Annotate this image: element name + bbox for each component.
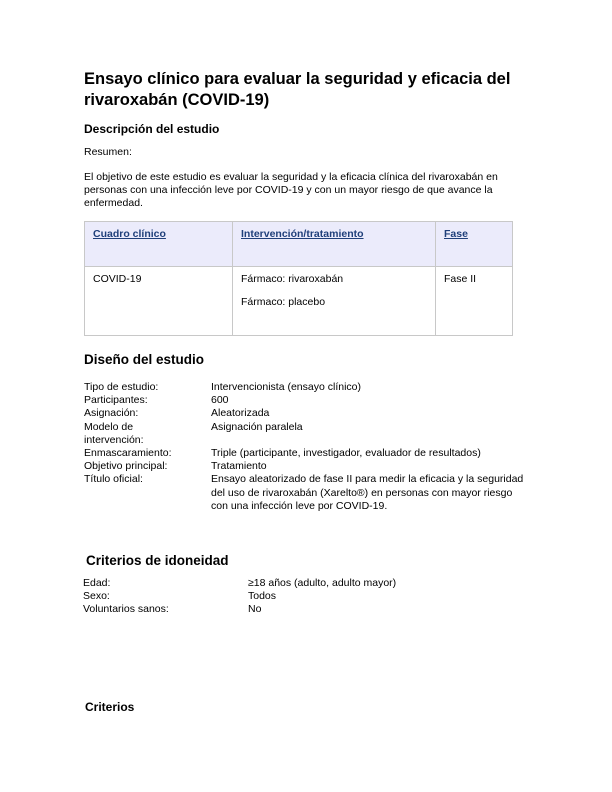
design-row: Objetivo principal: Tratamiento [84, 460, 267, 473]
eligibility-row: Edad: ≥18 años (adulto, adulto mayor) [83, 577, 397, 589]
design-row: Título oficial: Ensayo aleatorizado de fase II para medir la eficacia y la seguridad del uso de rivaroxabán (Xarelto®) en personas con mayor riesgo con una infección leve por COVID-19. [84, 473, 524, 512]
design-list [84, 381, 534, 513]
page-title: Ensayo clínico para evaluar la seguridad y eficacia del rivaroxabán (COVID-19) [84, 70, 511, 109]
eligibility-heading: Criterios de idoneidad [86, 553, 229, 568]
design-row: Tipo de estudio: Intervencionista (ensayo clínico) [84, 381, 361, 393]
summary-label: Resumen: [84, 146, 132, 158]
description-heading: Descripción del estudio [84, 122, 220, 136]
design-row: Enmascaramiento: Triple (participante, investigador, evaluador de resultados) [84, 447, 481, 460]
summary-text: El objetivo de este estudio es evaluar la seguridad y la eficacia clínica del rivaroxabán en personas con una infección leve por COVID-19 y con un mayor riesgo de que avance la enfermedad. [84, 171, 498, 209]
criteria-heading: Criterios [85, 700, 135, 714]
header-condition: Cuadro clínico [85, 222, 233, 267]
cell-phase: Fase II [436, 267, 513, 336]
study-table [84, 221, 513, 336]
intervention-item: Fármaco: rivaroxabán [241, 273, 344, 285]
design-row: Participantes: 600 [84, 394, 229, 407]
header-phase: Fase [436, 222, 513, 267]
table-header-row [85, 222, 513, 267]
eligibility-list [83, 577, 483, 617]
header-intervention: Intervención/tratamiento [233, 222, 436, 267]
cell-intervention [233, 267, 436, 336]
eligibility-row: Sexo: Todos [83, 590, 277, 603]
design-row: Asignación: Aleatorizada [84, 407, 270, 420]
table-row [85, 267, 513, 336]
intervention-item: Fármaco: placebo [241, 296, 326, 308]
design-row: Modelo de intervención: Asignación paralela [84, 420, 303, 446]
design-heading: Diseño del estudio [84, 352, 205, 367]
cell-condition: COVID-19 [85, 267, 233, 336]
eligibility-row: Voluntarios sanos: No [83, 603, 262, 616]
